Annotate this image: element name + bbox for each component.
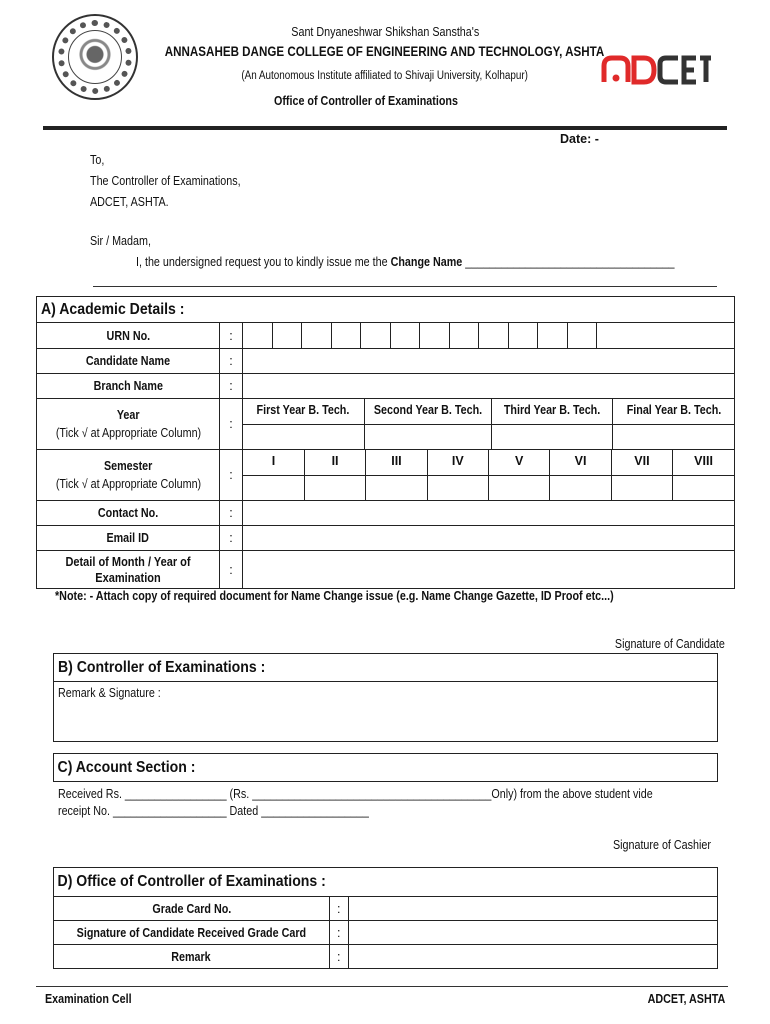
colon: :: [220, 551, 243, 589]
letter-address-line1: The Controller of Examinations,: [90, 174, 241, 188]
letter-body: I, the undersigned request you to kindly issue me the Change Name ___________________________________: [136, 255, 675, 269]
college-name: ANNASAHEB DANGE COLLEGE OF ENGINEERING AND TECHNOLOGY, ASHTA: [165, 44, 605, 59]
year-tick-third[interactable]: [491, 424, 613, 449]
section-c-heading: C) Account Section :: [57, 759, 196, 776]
year-tick-final[interactable]: [613, 424, 734, 449]
exam-detail-label: Detail of Month / Year of Examination: [37, 551, 220, 589]
urn-field[interactable]: [243, 323, 735, 349]
year-option-second: Second Year B. Tech.: [364, 399, 491, 424]
semester-tick[interactable]: [489, 475, 550, 500]
semester-tick[interactable]: [611, 475, 672, 500]
name-blank[interactable]: ___________________________________: [465, 255, 675, 269]
header-rule: [43, 126, 727, 130]
urn-box[interactable]: [272, 323, 302, 348]
contact-field[interactable]: [243, 501, 735, 526]
section-c-heading-box: [53, 753, 718, 782]
remark-field[interactable]: [348, 945, 717, 969]
semester-option: IV: [427, 450, 488, 475]
colon: :: [329, 897, 348, 921]
semester-tick[interactable]: [366, 475, 427, 500]
semester-tick[interactable]: [673, 475, 734, 500]
urn-label: URN No.: [37, 323, 220, 349]
section-d-heading-box: [53, 867, 718, 897]
candidate-name-field[interactable]: [243, 349, 735, 374]
semester-tick[interactable]: [550, 475, 611, 500]
section-b-box: [53, 653, 718, 742]
email-field[interactable]: [243, 526, 735, 551]
email-label: Email ID: [37, 526, 220, 551]
colon: :: [220, 450, 243, 501]
urn-box[interactable]: [596, 323, 734, 348]
semester-tick[interactable]: [427, 475, 488, 500]
semester-option: VIII: [673, 450, 734, 475]
colon: :: [220, 349, 243, 374]
footer-left: Examination Cell: [45, 992, 132, 1006]
semester-option: VI: [550, 450, 611, 475]
section-a-heading: A) Academic Details :: [37, 297, 735, 323]
urn-box[interactable]: [360, 323, 390, 348]
section-b-heading: B) Controller of Examinations :: [54, 654, 717, 682]
candidate-signature: Signature of Candidate: [615, 637, 725, 651]
received-grade-card-label: Signature of Candidate Received Grade Card: [54, 921, 330, 945]
year-option-final: Final Year B. Tech.: [613, 399, 734, 424]
grade-card-table: [53, 896, 718, 969]
year-tick-first[interactable]: [243, 424, 364, 449]
exam-detail-field[interactable]: [243, 551, 735, 589]
colon: :: [220, 374, 243, 399]
affiliation-text: (An Autonomous Institute affiliated to Shivaji University, Kolhapur): [241, 70, 529, 82]
year-label-cell: Year (Tick √ at Appropriate Column): [37, 399, 220, 450]
year-option-third: Third Year B. Tech.: [491, 399, 613, 424]
colon: :: [220, 323, 243, 349]
year-tick-second[interactable]: [364, 424, 491, 449]
semester-option: I: [243, 450, 304, 475]
year-options: [243, 399, 735, 450]
grade-card-label: Grade Card No.: [54, 897, 330, 921]
semester-tick[interactable]: [304, 475, 365, 500]
cashier-signature: Signature of Cashier: [613, 838, 711, 852]
colon: :: [220, 501, 243, 526]
adcet-logo-icon: [600, 52, 712, 86]
branch-name-label: Branch Name: [37, 374, 220, 399]
remark-signature-label: Remark & Signature :: [58, 686, 161, 700]
colon: :: [220, 526, 243, 551]
urn-box[interactable]: [449, 323, 479, 348]
society-name: Sant Dnyaneshwar Shikshan Sanstha's: [291, 25, 479, 39]
office-title: Office of Controller of Examinations: [274, 94, 458, 108]
received-grade-card-field[interactable]: [348, 921, 717, 945]
urn-box[interactable]: [390, 323, 420, 348]
blank-line[interactable]: [93, 286, 717, 287]
request-type: Change Name: [390, 255, 463, 269]
urn-box[interactable]: [243, 323, 272, 348]
remark-label: Remark: [54, 945, 330, 969]
letter-salutation: Sir / Madam,: [90, 234, 151, 248]
footer-rule: [36, 986, 728, 987]
urn-box[interactable]: [537, 323, 567, 348]
urn-box[interactable]: [567, 323, 597, 348]
letter-address-line2: ADCET, ASHTA.: [90, 195, 169, 209]
semester-label-cell: Semester (Tick √ at Appropriate Column): [37, 450, 220, 501]
urn-box[interactable]: [301, 323, 331, 348]
semester-options: [243, 450, 735, 501]
semester-tick[interactable]: [243, 475, 304, 500]
urn-box[interactable]: [508, 323, 538, 348]
colon: :: [329, 921, 348, 945]
semester-option: II: [304, 450, 365, 475]
colon: :: [220, 399, 243, 450]
colon: :: [329, 945, 348, 969]
semester-option: V: [489, 450, 550, 475]
semester-option: VII: [611, 450, 672, 475]
semester-option: III: [366, 450, 427, 475]
received-amount-line[interactable]: Received Rs. _________________ (Rs. ________________________________________Only) from the above student vide: [58, 787, 653, 801]
urn-box[interactable]: [419, 323, 449, 348]
urn-box[interactable]: [331, 323, 361, 348]
section-d-heading: D) Office of Controller of Examinations :: [57, 873, 326, 890]
date-label: Date: -: [560, 132, 599, 146]
urn-box[interactable]: [478, 323, 508, 348]
branch-name-field[interactable]: [243, 374, 735, 399]
grade-card-field[interactable]: [348, 897, 717, 921]
contact-label: Contact No.: [37, 501, 220, 526]
receipt-line[interactable]: receipt No. ___________________ Dated __________________: [58, 804, 369, 818]
attachment-note: *Note: - Attach copy of required document for Name Change issue (e.g. Name Change Gazette, ID Proof etc...): [55, 589, 614, 603]
candidate-name-label: Candidate Name: [37, 349, 220, 374]
academic-details-table: [36, 296, 735, 589]
letter-to: To,: [90, 153, 105, 167]
year-option-first: First Year B. Tech.: [243, 399, 364, 424]
footer-right: ADCET, ASHTA: [647, 992, 725, 1006]
